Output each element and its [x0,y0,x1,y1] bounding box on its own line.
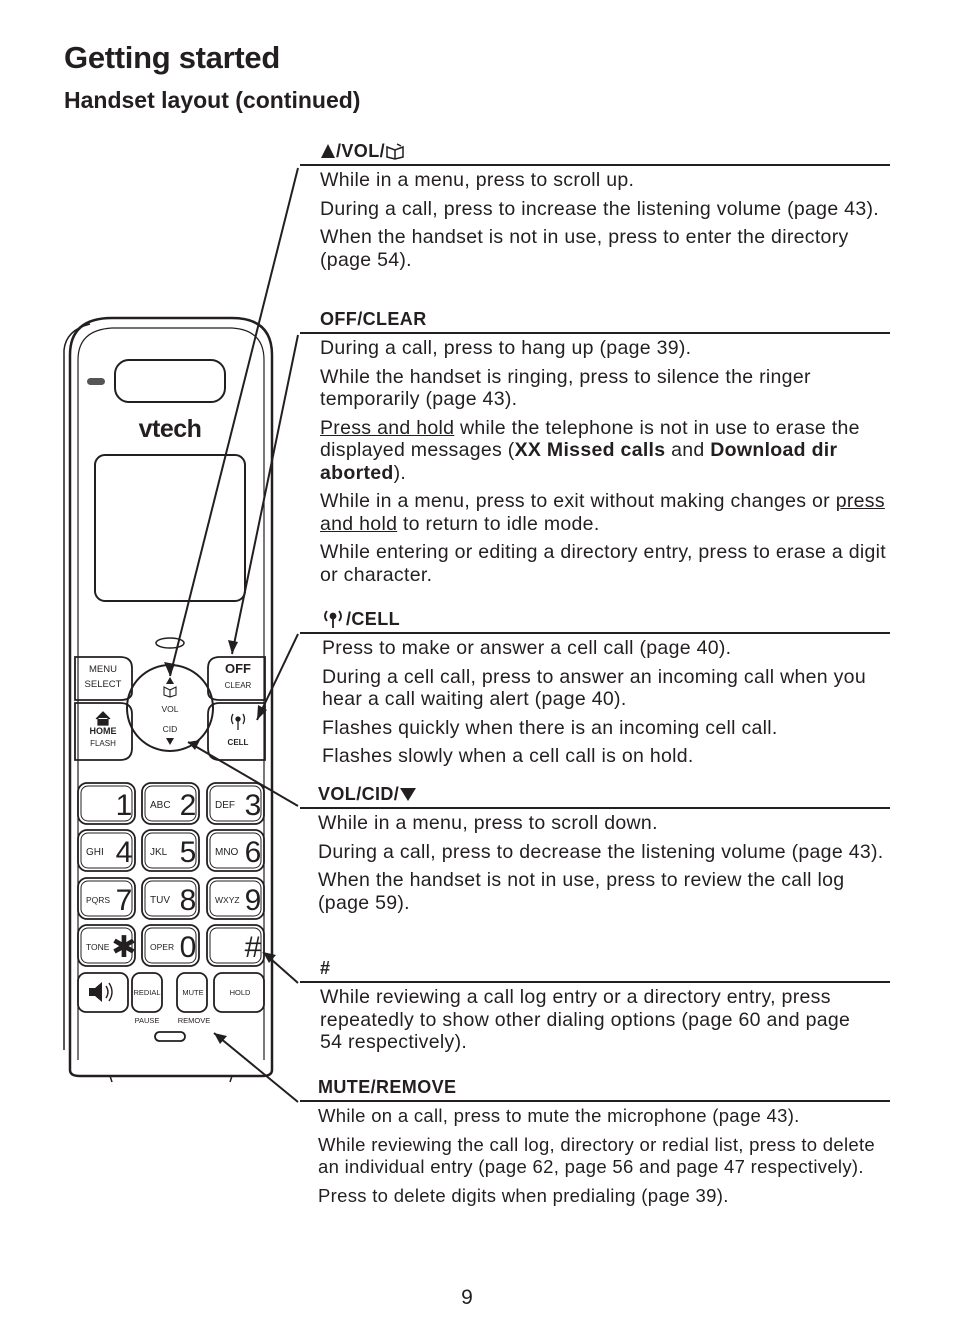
section-rule [300,632,890,634]
menu-label: MENU [89,664,117,675]
section-paragraph: While in a menu, press to exit without making changes or press and hold to return to idle mode. [320,490,885,535]
section-pound [300,957,890,1060]
section-rule [300,981,890,983]
flash-label: FLASH [90,739,116,748]
keypad-key-letters: OPER [150,942,175,952]
home-label: HOME [89,726,117,736]
keypad-key-digit: 6 [244,836,262,869]
keypad-key-letters: GHI [86,847,104,858]
section-paragraph: While in a menu, press to scroll up. [320,169,635,191]
vol-label: VOL [161,704,179,714]
keypad-key-letters: JKL [150,847,168,858]
keypad-key-letters: TONE [86,942,110,952]
keypad-key-letters: DEF [215,800,235,811]
section-title: MUTE/REMOVE [318,1077,457,1097]
section-rule [300,164,890,166]
section-title: /VOL/ [320,140,890,162]
keypad-key-digit: 8 [179,884,197,917]
section-paragraph: When the handset is not in use, press to review the call log (page 59). [318,869,845,914]
up-triangle-icon [320,143,336,159]
section-title: # [320,958,331,978]
keypad-key-digit: 3 [244,789,262,822]
section-paragraph: Flashes quickly when there is an incoming cell call. [322,716,778,739]
down-triangle-icon [399,786,417,802]
directory-book-icon [164,687,176,697]
section-rule [300,807,890,809]
cid-label: CID [162,724,178,734]
up-arrow-icon [166,677,174,684]
section-vol-up [300,140,890,277]
page-number: 9 [461,1286,473,1309]
remove-label: REMOVE [177,1016,211,1025]
section-paragraph: While the handset is ringing, press to silence the ringer temporarily (page 43). [320,365,811,410]
section-mute-remove [300,1076,890,1213]
keypad-key-digit: 5 [179,836,197,869]
hold-label: HOLD [229,988,251,997]
brand-logo: vtech [138,415,202,443]
pause-label: PAUSE [134,1016,160,1025]
cell-signal-icon [320,609,346,629]
section-paragraph: While in a menu, press to scroll down. [318,812,658,834]
keypad-key-letters: ABC [150,800,171,811]
keypad-key-digit: 7 [115,884,133,917]
keypad-key-digit: ✱ [111,931,137,964]
keypad-key-letters: MNO [215,847,239,858]
off-label: OFF [225,661,251,676]
cell-signal-icon [232,714,245,730]
microphone [155,1032,185,1041]
section-paragraph: While reviewing the call log, directory or redial list, press to delete an individual entry (page 62, page 56 and page 47 respectively). [318,1133,876,1177]
section-paragraph: Flashes slowly when a cell call is on hold. [322,745,694,767]
keypad-key-digit: 2 [179,789,197,822]
clear-label: CLEAR [224,681,252,690]
select-label: SELECT [84,679,122,690]
earpiece-grille [115,360,225,402]
section-title: OFF/CLEAR [320,309,427,329]
section-paragraph: While reviewing a call log entry or a directory entry, press repeatedly to show other dialing options (page 60 and page 54 respectively). [320,986,851,1053]
section-paragraph: During a call, press to decrease the listening volume (page 43). [318,840,884,863]
display-screen [95,455,245,601]
directory-book-icon [385,142,405,160]
keypad-key-digit: 0 [179,931,197,964]
redial-label: REDIAL [133,988,161,997]
section-paragraph: Press to make or answer a cell call (page 40). [322,637,732,659]
section-paragraph: Press and hold while the telephone is not in use to erase the displayed messages (XX Missed calls and Download dir aborted). [320,416,860,484]
speaker-icon [89,982,102,1002]
page-heading: Getting started [64,40,280,75]
cell-label: CELL [227,738,249,747]
section-rule [300,1100,890,1102]
section-cell [300,608,890,774]
section-title: VOL/CID/ [318,783,890,805]
keypad-key-digit: 9 [244,884,262,917]
section-paragraph: Press to delete digits when predialing (page 39). [318,1184,729,1206]
down-arrow-icon [166,738,174,745]
section-paragraph: During a call, press to increase the listening volume (page 43). [320,197,879,220]
page-subheading: Handset layout (continued) [64,87,361,113]
keypad-key-letters: TUV [150,895,170,906]
section-vol-cid-down [300,783,890,920]
keypad-key-digit: 4 [115,836,133,869]
keypad-key-digit: 1 [115,789,133,822]
keypad-key-digit: # [244,931,262,964]
section-rule [300,332,890,334]
section-paragraph: During a call, press to hang up (page 39). [320,337,692,359]
section-paragraph: When the handset is not in use, press to enter the directory (page 54). [320,226,849,271]
mute-label: MUTE [182,988,204,997]
section-title: /CELL [320,608,890,630]
keypad-key-letters: WXYZ [215,895,240,905]
home-icon [96,712,110,725]
section-off-clear [300,308,890,592]
section-paragraph: While on a call, press to mute the microphone (page 43). [318,1105,800,1126]
indicator-light [87,378,105,385]
keypad-key-letters: PQRS [86,895,111,905]
section-paragraph: During a cell call, press to answer an incoming call when you hear a call waiting alert (page 40). [322,665,866,710]
section-paragraph: While entering or editing a directory entry, press to erase a digit or character. [320,541,887,586]
